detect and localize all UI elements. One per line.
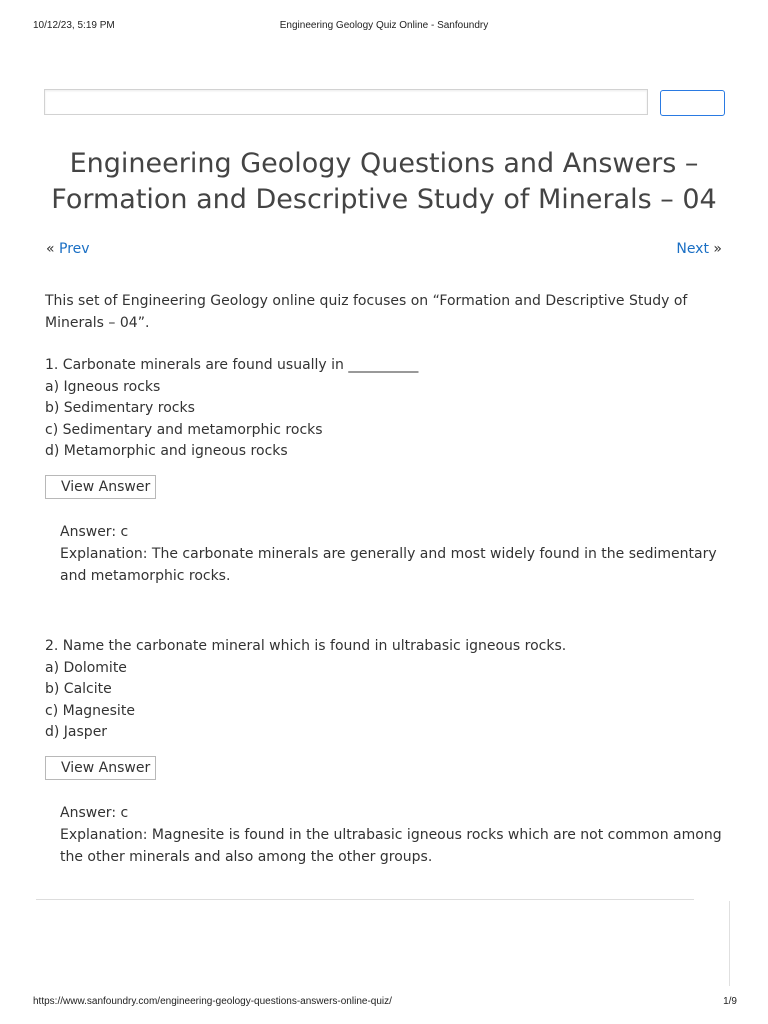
page-title (30, 146, 738, 218)
answer-text: Answer: c (60, 804, 129, 821)
question-text: 2. Name the carbonate mineral which is found in ultrabasic igneous rocks. (45, 638, 567, 654)
search-button[interactable] (660, 90, 725, 116)
sidebar-divider (729, 901, 730, 986)
next-link[interactable] (676, 241, 722, 257)
page-title-line-1: Engineering Geology Questions and Answers – (69, 148, 699, 179)
print-url: https://www.sanfoundry.com/engineering-geology-questions-answers-online-quiz/ (33, 996, 392, 1007)
prev-arrow-icon: « (46, 241, 55, 257)
next-arrow-icon: » (713, 241, 722, 257)
option-c: c) Magnesite (45, 702, 135, 719)
option-a: a) Igneous rocks (45, 378, 161, 395)
answer-block (60, 802, 725, 868)
prev-link-label: Prev (59, 241, 90, 257)
option-d: d) Metamorphic and igneous rocks (45, 443, 288, 459)
explanation-text: Explanation: The carbonate minerals are generally and most widely found in the sedimentary and metamorphic rocks. (60, 545, 717, 584)
view-answer-button[interactable]: View Answer (45, 756, 156, 780)
search-input[interactable] (44, 89, 648, 115)
print-page-title: Engineering Geology Quiz Online - Sanfoundry (279, 20, 489, 31)
explanation-text: Explanation: Magnesite is found in the ultrabasic igneous rocks which are not common among the other minerals and also among the other groups. (60, 826, 722, 865)
option-d: d) Jasper (45, 724, 108, 740)
answer-text: Answer: c (60, 523, 129, 540)
option-c: c) Sedimentary and metamorphic rocks (45, 421, 323, 438)
option-b: b) Calcite (45, 681, 112, 697)
prev-link[interactable] (46, 241, 90, 257)
answer-block (60, 521, 725, 587)
option-b: b) Sedimentary rocks (45, 400, 195, 416)
search-bar (44, 89, 726, 117)
intro-text: This set of Engineering Geology online quiz focuses on “Formation and Descriptive Study of Minerals – 04”. (45, 293, 688, 331)
question-2 (45, 636, 725, 868)
print-page-number: 1/9 (723, 996, 737, 1007)
question-text: 1. Carbonate minerals are found usually in __________ (45, 357, 419, 373)
next-link-label: Next (676, 241, 709, 257)
print-header (0, 0, 768, 40)
view-answer-button[interactable]: View Answer (45, 475, 156, 499)
option-a: a) Dolomite (45, 659, 127, 676)
page-title-line-2: Formation and Descriptive Study of Minerals – 04 (51, 184, 717, 215)
print-datetime: 10/12/23, 5:19 PM (33, 20, 115, 31)
question-1 (45, 355, 725, 587)
content-divider (36, 899, 694, 900)
